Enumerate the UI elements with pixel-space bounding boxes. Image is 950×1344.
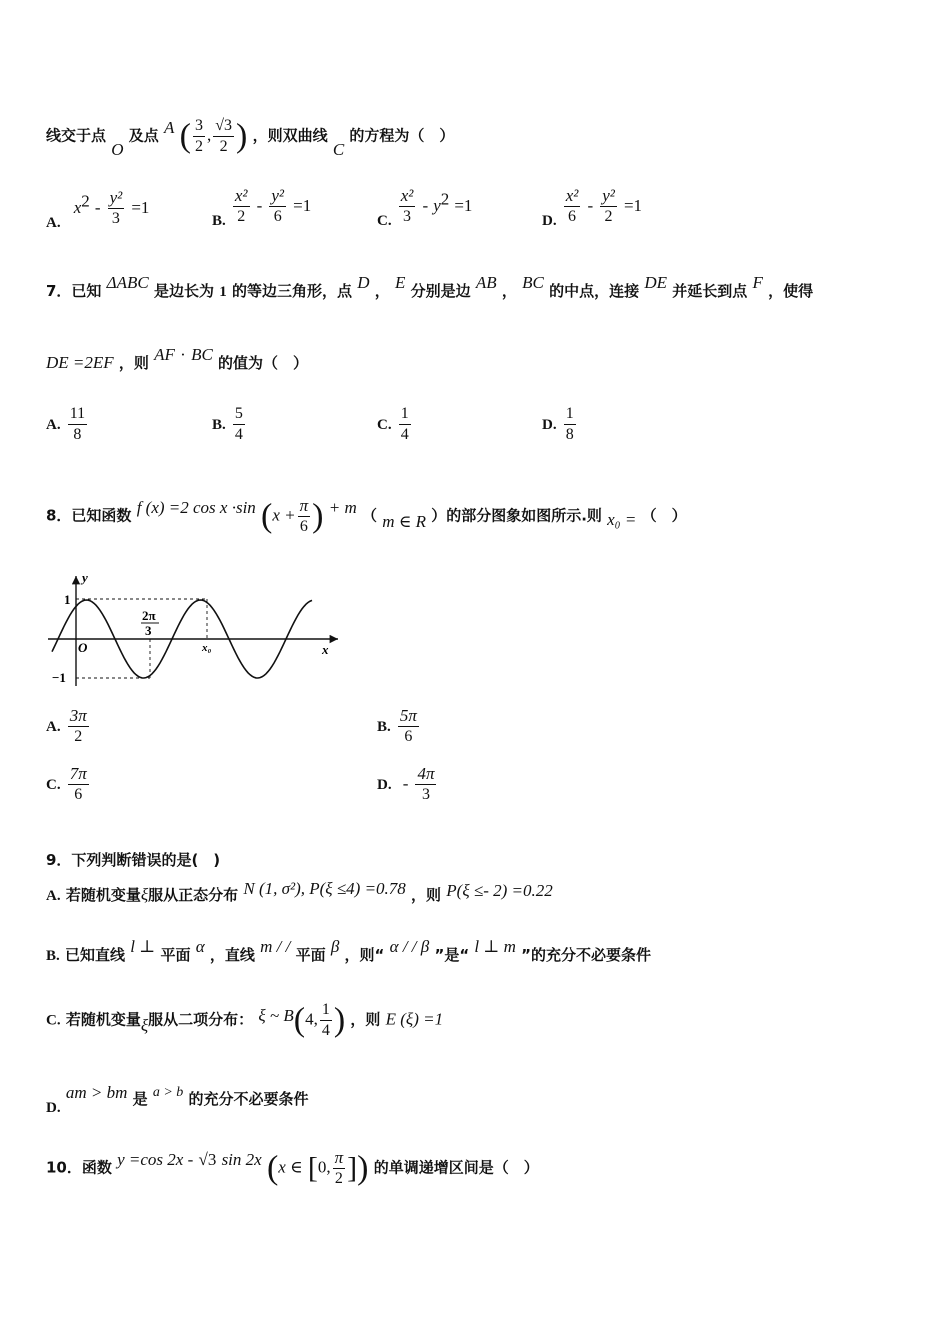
q9-option-c[interactable]: C. 若随机变量ξ服从二项分布： ξ ~ B(4, $\frac{1}{4}$ ) ，则 E (ξ) =1	[46, 1001, 444, 1039]
q9-option-d[interactable]: D. am > bm 是 a > b 的充分不必要条件	[46, 1083, 309, 1116]
q7-stem-line2: DE =2EF ，则 AF · BC 的值为（ ）	[46, 345, 309, 372]
q8-stem: 8．已知函数 f (x) =2 cos x ·sin (x + $\frac{\pi}{6}$ ) + m （ m ∈ R ）的部分图象如图所示.则 x₀ = （ ）	[46, 496, 687, 535]
q6-stem: 线交于点 O 及点 A ( $\frac{3}{2}$ , $\frac{√3}{2}$ ) ，则双曲线 C 的方程为（ ）	[46, 117, 455, 159]
y-bottom-label: −1	[52, 670, 66, 685]
point-o: O	[111, 139, 124, 159]
a-y-fraction: $\frac{√3}{2}$	[215, 117, 232, 155]
q9-option-a[interactable]: A. 若随机变量ξ服从正态分布 N (1, σ²), P(ξ ≤4) =0.78 ，则 P(ξ ≤- 2) =0.22	[46, 879, 553, 904]
origin-label: O	[78, 640, 88, 655]
q9-option-b[interactable]: B. 已知直线 l ⊥ 平面 α ，直线 m / / 平面 β ，则“ α / / β ”是“ l ⊥ m ”的充分不必要条件	[46, 937, 652, 964]
q6-option-a[interactable]: A. $x^2$ - $\frac{\text{y²}}{3}$ =1	[46, 188, 150, 231]
q6-option-b[interactable]: B. $\frac{\text{x²}}{2}$ - $\frac{\text{y²}}{6}$ =1	[212, 186, 312, 229]
tick-num: 2π	[142, 608, 156, 623]
q8-option-a[interactable]: A. $\frac{3\pi}{2}$	[46, 706, 87, 745]
q7-option-b[interactable]: B. $\frac{5}{4}$	[212, 405, 243, 443]
point-a: A	[164, 117, 175, 137]
q7-stem-line1: 7．已知 ΔABC 是边长为 1 的等边三角形，点 D ， E 分别是边 AB ， BC 的中点，连接 DE 并延长到点 F ，使得	[46, 273, 814, 300]
y-label: y	[82, 570, 88, 585]
q7-option-c[interactable]: C. $\frac{1}{4}$	[377, 405, 409, 443]
x-label: x	[322, 642, 329, 657]
x0-label: x₀	[202, 642, 212, 654]
q8-option-b[interactable]: B. $\frac{5\pi}{6}$	[377, 706, 417, 745]
curve-c: C	[332, 139, 345, 159]
a-x-fraction: $\frac{3}{2}$	[194, 117, 203, 155]
q10-stem: 10．函数 y =cos 2x - √3 sin 2x (x ∈ [0, $\frac{\pi}{2}$ ]) 的单调递增区间是（ ）	[46, 1148, 539, 1187]
q7-option-d[interactable]: D. $\frac{1}{8}$	[542, 405, 574, 443]
tick-den: 3	[145, 623, 152, 638]
q8-option-d[interactable]: D. - $\frac{4\pi}{3}$	[377, 764, 435, 803]
q6-option-c[interactable]: C. $\frac{\text{x²}}{3}$ - $y^2 =1$	[377, 186, 473, 229]
q6-option-d[interactable]: D. $\frac{\text{x²}}{6}$ - $\frac{\text{y²}}{2}$ =1	[542, 186, 643, 229]
q8-sine-graph	[40, 568, 350, 692]
q7-option-a[interactable]: A. $\frac{11}{8}$	[46, 405, 86, 443]
y-top-label: 1	[64, 592, 71, 607]
q8-option-c[interactable]: C. $\frac{7\pi}{6}$	[46, 764, 87, 803]
q9-stem: 9．下列判断错误的是( )	[46, 851, 221, 869]
